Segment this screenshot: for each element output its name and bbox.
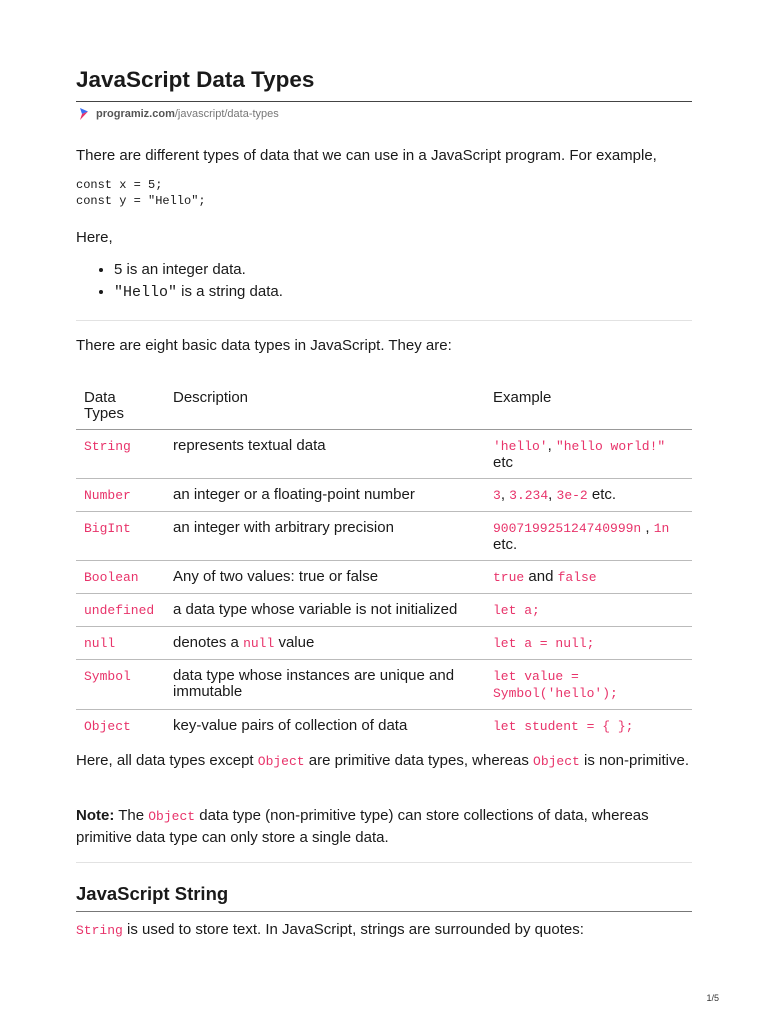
description-text: denotes a bbox=[173, 634, 244, 651]
paragraph-text: is non-primitive. bbox=[579, 752, 690, 769]
example-code: 3 bbox=[493, 488, 501, 503]
programiz-logo-icon bbox=[78, 107, 90, 121]
type-cell bbox=[76, 594, 165, 627]
bullet-list bbox=[76, 259, 283, 304]
string-paragraph bbox=[76, 919, 692, 941]
data-types-table bbox=[76, 381, 692, 742]
list-item bbox=[114, 259, 283, 281]
list-item bbox=[114, 281, 283, 304]
type-cell bbox=[76, 627, 165, 660]
description-cell: an integer or a floating-point number bbox=[173, 486, 415, 503]
bullet-text: 5 is an integer data. bbox=[114, 261, 246, 278]
example-cell bbox=[485, 561, 692, 594]
example-code: true bbox=[493, 570, 525, 585]
note-label: Note: bbox=[76, 807, 115, 824]
type-cell bbox=[76, 660, 165, 710]
source-path: /javascript/data-types bbox=[174, 108, 279, 120]
here-paragraph: Here, bbox=[76, 229, 113, 246]
description-cell: key-value pairs of collection of data bbox=[173, 717, 408, 734]
description-cell bbox=[165, 627, 485, 660]
code-line: const y = "Hello"; bbox=[76, 194, 206, 208]
example-code: let a = null; bbox=[493, 636, 595, 651]
example-sep: etc. bbox=[587, 486, 617, 503]
source-link[interactable] bbox=[78, 107, 279, 121]
example-code: 3.234 bbox=[509, 488, 549, 503]
table-row bbox=[76, 512, 692, 561]
eight-types-paragraph: There are eight basic data types in JavaScript. They are: bbox=[76, 337, 452, 354]
type-name: undefined bbox=[84, 603, 155, 618]
table-row bbox=[76, 627, 692, 660]
example-sep: , bbox=[547, 437, 556, 454]
section-heading-string: JavaScript String bbox=[76, 883, 229, 904]
example-code: 3e-2 bbox=[556, 488, 588, 503]
table-row bbox=[76, 594, 692, 627]
example-code: 900719925124740999n bbox=[493, 521, 642, 536]
inline-code: Object bbox=[533, 754, 580, 769]
primitive-paragraph bbox=[76, 750, 692, 772]
inline-code: Object bbox=[148, 809, 196, 824]
type-cell bbox=[76, 430, 165, 479]
type-name: Object bbox=[84, 719, 131, 734]
type-name: String bbox=[84, 439, 131, 454]
example-cell bbox=[485, 430, 692, 479]
section-divider bbox=[76, 320, 692, 321]
table-row bbox=[76, 710, 692, 743]
type-cell bbox=[76, 561, 165, 594]
type-name: Symbol bbox=[84, 669, 131, 684]
example-sep: etc bbox=[493, 454, 514, 471]
example-code: 1n bbox=[653, 521, 670, 536]
paragraph-text: are primitive data types, whereas bbox=[304, 752, 534, 769]
table-row bbox=[76, 660, 692, 710]
paragraph-text: The bbox=[114, 807, 149, 824]
inline-code: String bbox=[76, 923, 123, 938]
example-code: let a; bbox=[493, 603, 540, 618]
example-cell bbox=[485, 710, 692, 743]
example-sep: , bbox=[641, 519, 654, 536]
example-code: 'hello' bbox=[493, 439, 548, 454]
title-divider bbox=[76, 101, 692, 102]
bullet-text: is a string data. bbox=[177, 283, 283, 300]
header-example: Example bbox=[485, 381, 692, 430]
table-header-row bbox=[76, 381, 692, 430]
paragraph-text: Here, all data types except bbox=[76, 752, 258, 769]
type-cell bbox=[76, 710, 165, 743]
example-cell bbox=[485, 594, 692, 627]
type-cell bbox=[76, 512, 165, 561]
example-cell bbox=[485, 479, 692, 512]
description-cell: Any of two values: true or false bbox=[173, 568, 379, 585]
type-cell bbox=[76, 479, 165, 512]
inline-code: Object bbox=[257, 754, 305, 769]
example-sep: and bbox=[524, 568, 558, 585]
type-name: Number bbox=[84, 488, 131, 503]
intro-paragraph: There are different types of data that we can use in a JavaScript program. For example, bbox=[76, 147, 657, 164]
example-cell bbox=[485, 512, 692, 561]
code-line: const x = 5; bbox=[76, 178, 163, 192]
description-cell: a data type whose variable is not initialized bbox=[173, 601, 458, 618]
paragraph-text: is used to store text. In JavaScript, strings are surrounded by quotes: bbox=[122, 921, 584, 938]
type-name: BigInt bbox=[84, 521, 131, 536]
description-text: value bbox=[274, 634, 315, 651]
section-divider bbox=[76, 862, 692, 863]
example-code: "hello world!" bbox=[555, 439, 666, 454]
example-code: let student = { }; bbox=[493, 719, 634, 734]
inline-code: "Hello" bbox=[114, 284, 178, 301]
example-code: let value = Symbol('hello'); bbox=[493, 669, 618, 701]
example-sep: , bbox=[548, 486, 557, 503]
heading-divider bbox=[76, 911, 692, 912]
code-block bbox=[76, 177, 206, 209]
type-name: Boolean bbox=[84, 570, 139, 585]
source-domain: programiz.com bbox=[96, 108, 175, 120]
example-cell bbox=[485, 660, 692, 710]
header-description: Description bbox=[165, 381, 485, 430]
table-row bbox=[76, 479, 692, 512]
header-data-types: Data Types bbox=[76, 381, 165, 430]
type-name: null bbox=[84, 636, 116, 651]
paragraph-text: data type (non-primitive type) can store collections of data, whereas primitive data type can only store a single data. bbox=[76, 807, 649, 846]
example-sep: etc. bbox=[493, 536, 518, 553]
example-cell bbox=[485, 627, 692, 660]
page-number: 1/5 bbox=[706, 993, 719, 1003]
table-row bbox=[76, 561, 692, 594]
table-row bbox=[76, 430, 692, 479]
description-cell: represents textual data bbox=[173, 437, 326, 454]
example-code: false bbox=[557, 570, 597, 585]
page-title: JavaScript Data Types bbox=[76, 67, 315, 92]
example-sep: , bbox=[500, 486, 510, 503]
note-paragraph bbox=[76, 805, 692, 848]
description-cell: an integer with arbitrary precision bbox=[173, 519, 394, 536]
description-cell: data type whose instances are unique and immutable bbox=[173, 667, 455, 700]
inline-code: null bbox=[243, 636, 275, 651]
